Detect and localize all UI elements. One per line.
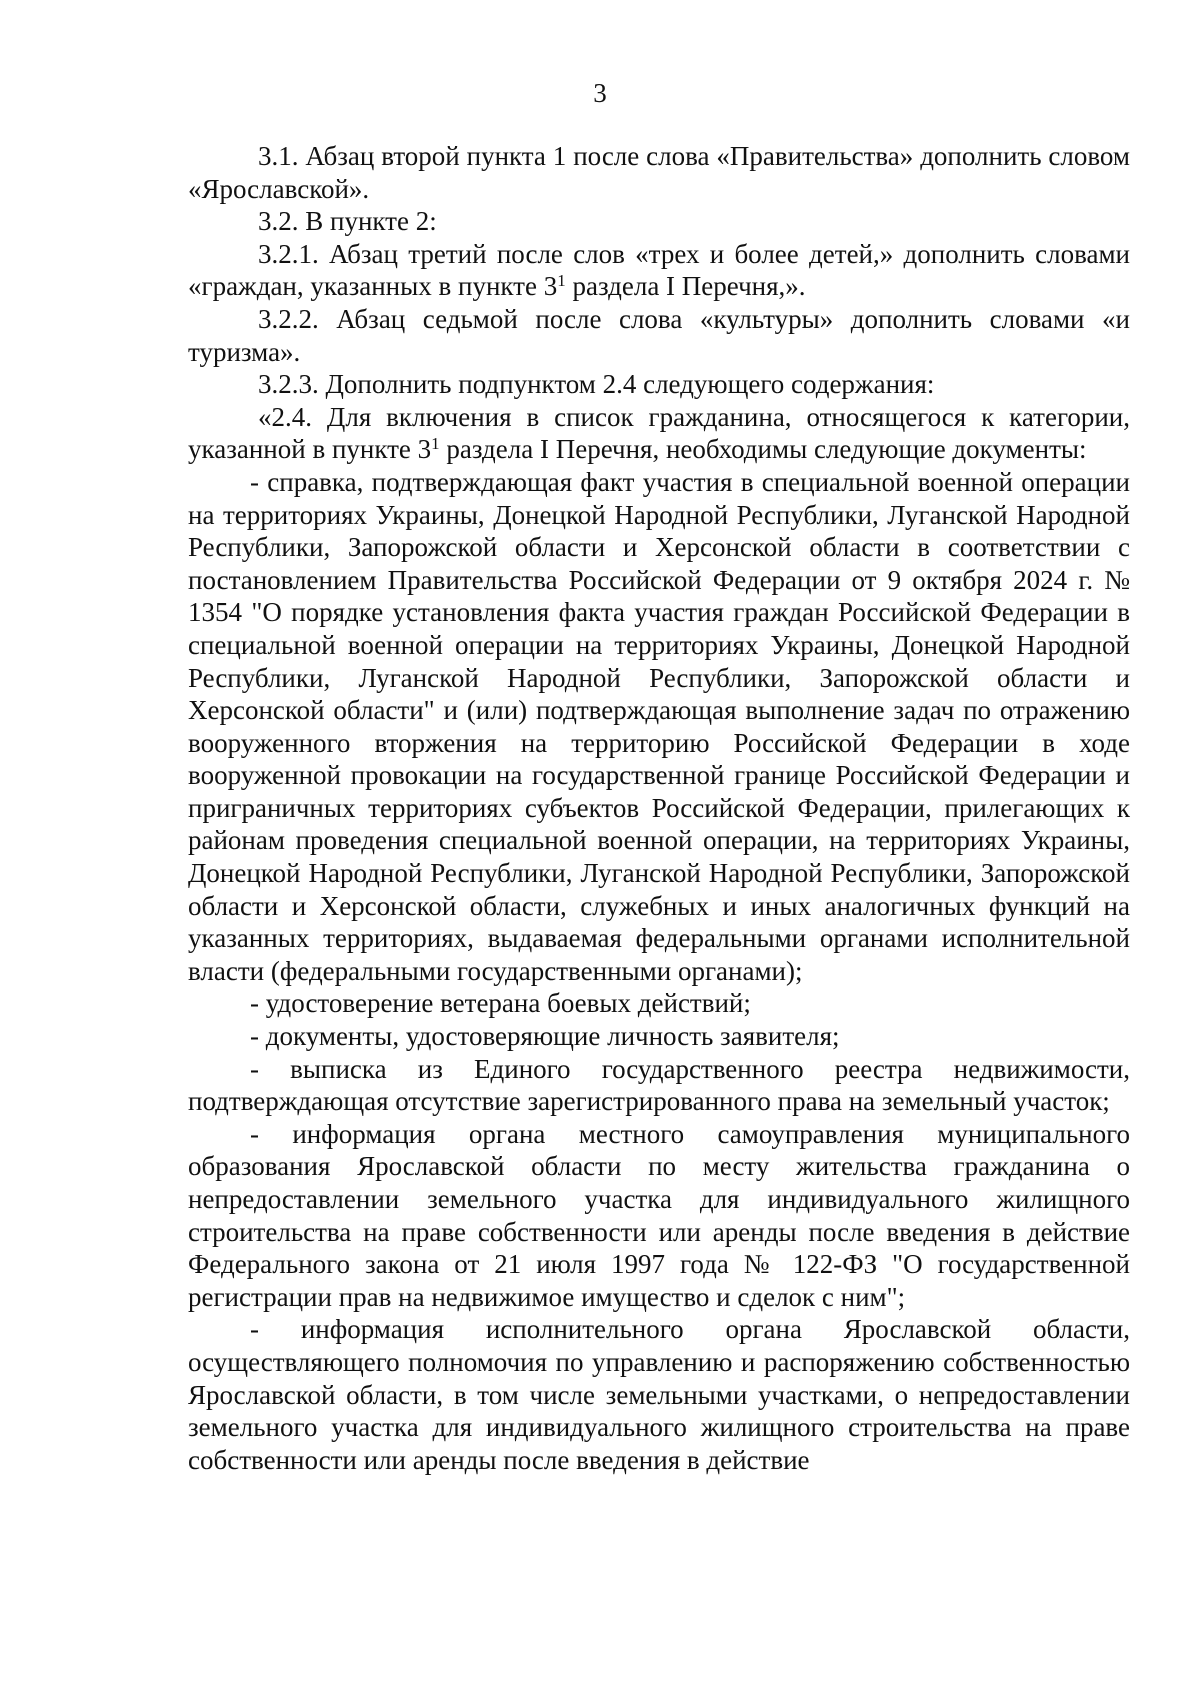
page-number: 3 xyxy=(593,78,607,108)
list-item-certificate-svo: - справка, подтверждающая факт участия в специальной военной операции на территориях Украины, Донецкой Народной Республики, Луганской Народной Республики, Запорожской области и Херсонской области в соответствии с постановлением Правительства Российской Федерации от 9 октября 2024 г. № 1354 "О порядке установления факта участия граждан Российской Федерации в специальной военной операции на территориях Украины, Донецкой Народной Республики, Луганской Народной Республики, Запорожской области и Херсонской области" и (или) подтверждающая выполнение задач по отражению вооруженного вторжения на территорию Российской Федерации в ходе вооруженной провокации на государственной границе Российской Федерации и приграничных территориях субъектов Российской Федерации, прилегающих к районам проведения специальной военной операции, на территориях Украины, Донецкой Народной Республики, Луганской Народной Республики, Запорожской области и Херсонской области, служебных и иных аналогичных функций на указанных территориях, выдаваемая федеральными органами исполнительной власти (федеральными государственными органами); xyxy=(188,466,1130,986)
paragraph-3-2-1-text-a: 3.2.1. Абзац третий после слов «трех и более детей,» дополнить словами «граждан, указанных в пункте 3 xyxy=(188,238,1130,302)
list-item-identity-documents: - документы, удостоверяющие личность заявителя; xyxy=(250,1021,840,1052)
paragraph-3-2-1-text-b: раздела I Перечня,». xyxy=(565,271,806,302)
document-body xyxy=(188,140,1130,1476)
paragraph-3-2-1 xyxy=(188,238,1130,303)
paragraph-2-4 xyxy=(188,401,1130,466)
list-item-egrn-extract: - выписка из Единого государственного реестра недвижимости, подтверждающая отсутствие зарегистрированного права на земельный участок; xyxy=(188,1053,1130,1117)
paragraph-2-4-text-b: раздела I Перечня, необходимы следующие документы: xyxy=(439,434,1087,465)
list-item-executive-body-info: - информация исполнительного органа Ярославской области, осуществляющего полномочия по управлению и распоряжению собственностью Ярославской области, в том числе земельными участками, о непредоставлении земельного участка для индивидуального жилищного строительства на праве собственности или аренды после введения в действие xyxy=(188,1314,1130,1475)
list-item-veteran-certificate: - удостоверение ветерана боевых действий; xyxy=(250,988,751,1019)
superscript-1: 1 xyxy=(431,434,440,454)
paragraph-2-4-text-a: «2.4. Для включения в список гражданина, относящегося к категории, указанной в пункте 3 xyxy=(188,401,1130,465)
paragraph-3-2: 3.2. В пункте 2: xyxy=(258,206,437,237)
paragraph-3-2-2: 3.2.2. Абзац седьмой после слова «культуры» дополнить словами «и туризма». xyxy=(188,303,1130,367)
paragraph-3-2-3: 3.2.3. Дополнить подпунктом 2.4 следующего содержания: xyxy=(258,369,935,400)
superscript-1: 1 xyxy=(557,271,566,291)
paragraph-3-1: 3.1. Абзац второй пункта 1 после слова «Правительства» дополнить словом «Ярославской». xyxy=(188,141,1130,204)
list-item-local-government-info: - информация органа местного самоуправления муниципального образования Ярославской области по месту жительства гражданина о непредоставлении земельного участка для индивидуального жилищного строительства на праве собственности или аренды после введения в действие Федерального закона от 21 июля 1997 года № 122-ФЗ "О государственной регистрации прав на недвижимое имущество и сделок с ним"; xyxy=(188,1118,1130,1312)
